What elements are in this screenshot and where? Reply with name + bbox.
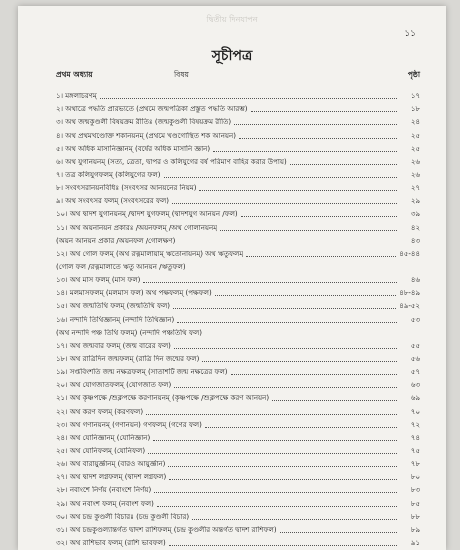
toc-entry: [56, 443, 420, 456]
toc-entry: [56, 535, 420, 548]
toc-entry-page: ৫৫: [410, 341, 420, 350]
toc-entry-page: ৭৮: [410, 460, 420, 469]
toc-entry: [56, 390, 420, 403]
bleed-through-heading: দ্বিতীয় দিনযাপন: [206, 15, 258, 24]
toc-entry: [56, 351, 420, 364]
toc-entry: [56, 233, 420, 246]
dot-leader: [174, 348, 397, 349]
toc-entry-page: ৪৩: [410, 236, 420, 245]
dot-leader: [272, 400, 397, 401]
toc-entry-title: ১০। অথ দ্বাদশ যুগানয়নম্ /দ্বাদশ যুগফলম্ (দ্বাদশযুগ আনয়ন /ফল): [56, 210, 238, 219]
dot-leader: [169, 545, 397, 546]
dot-leader: [280, 532, 397, 533]
dot-leader: [251, 111, 397, 112]
toc-entry-title: (গোল ফল /রত্নমালাতে ঋতু আনয়ন /ঋতুফল): [56, 262, 186, 271]
dot-leader: [154, 492, 397, 493]
toc-entry: [56, 127, 420, 140]
toc-entry: [56, 377, 420, 390]
toc-entry-title: ৮। সংবৎসরানয়নবিধিঃ (সংবৎসর আনয়নের নিয়ম): [56, 184, 197, 193]
toc-entry-title: ১৫। অথ জন্মতিথি ফলম্ (জন্মতিথি ফল): [56, 302, 171, 311]
toc-entry: [56, 311, 420, 324]
toc-entry: [56, 482, 420, 495]
toc-entry-page: ২৫: [410, 144, 420, 153]
toc-entry-title: ২৮। নবাংশে নির্ণয় (নবাংশে নির্ণয়): [56, 486, 152, 495]
dot-leader: [205, 427, 397, 428]
toc-entry-title: ২৫। অথ যোনিফলম্ (যোনিফল): [56, 446, 146, 455]
column-subject: বিষয়: [174, 70, 189, 79]
dot-leader: [164, 177, 398, 178]
toc-header-row: [56, 70, 420, 84]
toc-entry: [56, 364, 420, 377]
toc-entry: [56, 101, 420, 114]
toc-entry-page: ৬৩: [410, 381, 420, 390]
toc-entry: [56, 193, 420, 206]
toc-entry-page: ৪২: [410, 223, 420, 232]
toc-entry-page: ২৯: [410, 197, 420, 206]
table-of-contents: [56, 88, 420, 548]
toc-entry-title: ১৬। নন্দাদি তিথিজ্ঞানম্ (নন্দাদি তিথিজ্ঞান): [56, 315, 175, 324]
toc-entry-page: ৭২: [410, 420, 420, 429]
dot-leader: [168, 466, 397, 467]
toc-entry-title: ৭। তত্র কলিযুগফলম্ (কলিযুগের ফল): [56, 170, 161, 179]
toc-entry-page: ৪৫-৪৪: [399, 249, 420, 258]
toc-entry: [56, 219, 420, 232]
toc-entry: [56, 325, 420, 338]
toc-entry: [56, 167, 420, 180]
toc-entry-title: (অয়ন আনয়ন প্রকার /অয়নফল /গোলক্ষণ): [56, 236, 176, 245]
toc-entry: [56, 509, 420, 522]
toc-entry: [56, 456, 420, 469]
toc-entry: [56, 206, 420, 219]
dot-leader: [177, 322, 397, 323]
dot-leader: [148, 453, 397, 454]
dot-leader: [246, 256, 396, 257]
toc-entry: [56, 88, 420, 101]
toc-entry: [56, 522, 420, 535]
page-title: সূচীপত্র: [211, 48, 253, 64]
toc-entry: [56, 338, 420, 351]
toc-entry: [56, 246, 420, 259]
dot-leader: [192, 519, 397, 520]
toc-entry: [56, 403, 420, 416]
toc-entry-page: ৫৩: [410, 315, 420, 324]
toc-entry-page: ৮৯: [410, 525, 420, 534]
toc-entry: [56, 141, 420, 154]
dot-leader: [234, 124, 397, 125]
toc-entry-page: ৬৯: [410, 394, 420, 403]
toc-entry-page: ৮৮: [410, 512, 420, 521]
dot-leader: [174, 387, 397, 388]
toc-entry-title: ৯। অথ সংবৎসর ফলম্ (সংবৎসরের ফল): [56, 197, 169, 206]
column-chapter: প্রথম অধ্যায়: [56, 70, 93, 79]
toc-entry: [56, 298, 420, 311]
toc-entry-title: ১৯। সপ্তবিংশতি জন্ম নক্ষত্রফলম্ (সাতাশটি জন্ম নক্ষত্রের ফল): [56, 368, 228, 377]
toc-entry-page: ৪৯-৫২: [399, 302, 420, 311]
column-page: পৃষ্ঠা: [407, 70, 420, 79]
toc-entry: [56, 272, 420, 285]
toc-entry: [56, 469, 420, 482]
dot-leader: [153, 440, 397, 441]
toc-entry: [56, 154, 420, 167]
toc-entry-title: ৬। অথ যুগানয়নম্ (সত্য, ত্রেতা, দ্বাপর ও কলিযুগের বর্ষ পরিমাণ বাহির করার উপায়): [56, 157, 287, 166]
toc-entry-title: ২। অথাত্রে পদ্ধতি প্রারভ্যতে (প্রথমে জন্মপত্রিকা প্রস্তুত পদ্ধতি আরম্ভ): [56, 105, 248, 114]
toc-entry-page: ২৫: [410, 131, 420, 140]
toc-entry: [56, 417, 420, 430]
toc-entry-page: ২৬: [410, 157, 420, 166]
dot-leader: [202, 361, 397, 362]
toc-entry-title: ১। মঙ্গলাচরণম্: [56, 92, 97, 101]
toc-entry-page: ৮৩: [410, 486, 420, 495]
toc-entry-page: ৮৫: [410, 499, 420, 508]
toc-entry-title: ৩০। অথ চন্দ্র কুণ্ডলী বিচারঃ (চন্দ্র কুণ্ডলী বিচার): [56, 512, 190, 521]
dot-leader: [146, 414, 397, 415]
dot-leader: [215, 295, 397, 296]
toc-entry-page: ২৪: [410, 118, 420, 127]
toc-entry-title: ২০। অথ যোগজাতফলম্ (যোগজাত ফল): [56, 381, 172, 390]
toc-entry-page: ৩৯: [410, 210, 420, 219]
dot-leader: [239, 138, 397, 139]
toc-entry: [56, 180, 420, 193]
toc-entry-page: ১৭: [410, 92, 420, 101]
dot-leader: [241, 216, 397, 217]
toc-entry-page: ২৬: [410, 170, 420, 179]
book-page: [18, 6, 446, 550]
toc-entry-title: ১৪। মলমাসফলম্ (মলমাস ফল) অথ পক্ষফলম্ (পক্ষফল): [56, 289, 212, 298]
toc-entry: [56, 285, 420, 298]
toc-entry-title: ২৩। অথ গণানয়নম্ (গণানয়ন) গণফলম্ (গণের ফল): [56, 420, 202, 429]
toc-entry-page: ২৭: [410, 184, 420, 193]
dot-leader: [290, 164, 397, 165]
toc-entry-title: ৫। অথ অধিক মাসানিজ্ঞানম্ (বর্ষের অধিক মাসানি জ্ঞান): [56, 144, 211, 153]
dot-leader: [143, 282, 397, 283]
dot-leader: [169, 479, 397, 480]
toc-entry: [56, 259, 420, 272]
toc-entry-title: ২৬। অথ বারায়ুর্জ্ঞানম্ (বারও আয়ুর্জ্ঞান): [56, 460, 166, 469]
toc-entry-title: ১৩। অথ মাস ফলম্ (মাস ফল): [56, 276, 141, 285]
dot-leader: [100, 98, 397, 99]
toc-entry-title: ২৪। অথ যোনিজ্ঞানম্ (যোনিজ্ঞান): [56, 433, 151, 442]
toc-entry-title: ৩। অথ জন্মকুণ্ডলী বিষয়ক্রম রীতিঃ (জন্মকুণ্ডলী বিষয়ক্রম রীতি): [56, 118, 232, 127]
toc-entry-title: ২১। অথ কৃষ্ণপক্ষে /শুক্লপক্ষে করণানয়নম্ (কৃষ্ণপক্ষে /শুক্লপক্ষে করণ আনয়ন): [56, 394, 270, 403]
toc-entry-title: (অথ নন্দাদি পঞ্চ তিথি ফলম্) (নন্দাদি পঞ্চতিথি ফল): [56, 328, 202, 337]
toc-entry-title: ৩২। অথ রাশিভাব ফলম্ (রাশি ভাবফল): [56, 538, 166, 547]
toc-entry-page: ১৮: [410, 105, 420, 114]
dot-leader: [231, 374, 397, 375]
toc-entry-page: ৫৭: [410, 368, 420, 377]
toc-entry-page: ৭০: [410, 407, 420, 416]
toc-entry-title: ১২। অথ গোল ফলম্ (অথ রত্নমালায়াম্ ঋতোনায়নম্) অথ ঋতুফলম্: [56, 249, 244, 258]
toc-entry-page: ৪৮-৪৯: [399, 289, 420, 298]
toc-entry: [56, 114, 420, 127]
toc-entry: [56, 430, 420, 443]
toc-entry-page: ৭৫: [410, 446, 420, 455]
toc-entry-title: ২৭। অথ দ্বাদশ লগ্নফলম্ (দ্বাদশ লগ্নফল): [56, 473, 167, 482]
dot-leader: [220, 230, 397, 231]
toc-entry-title: ১১। অথ অয়নানয়ন প্রকারঃ /অয়নফলম্ /অথ গোলানয়নম্: [56, 223, 218, 232]
toc-entry-page: ৪৬: [410, 276, 420, 285]
toc-entry-title: ১৭। অথ জন্মবার ফলম্ (জন্ম বারের ফল): [56, 341, 171, 350]
toc-entry-page: ৭৪: [410, 433, 420, 442]
toc-entry-title: ২৯। অথ নবাংশ ফলম্ (নবাংশ ফল): [56, 499, 154, 508]
dot-leader: [172, 203, 397, 204]
toc-entry-title: ৩১। অথ চন্দ্রকুণ্ডল্যান্তর্গত দ্বাদশ রাশিফলম্ (চন্দ্র কুণ্ডলীর অন্তর্গত দ্বাদশ রাশিফল): [56, 525, 277, 534]
dot-leader: [173, 308, 396, 309]
toc-entry-title: ৪। অথ প্রথমখণ্ডোক্ত শকানয়নম্ (প্রথমে খণ্ডগোস্থিত শক আনয়ন): [56, 131, 236, 140]
dot-leader: [213, 151, 397, 152]
toc-entry-page: ৮০: [410, 473, 420, 482]
toc-entry-page: ৯১: [410, 538, 420, 547]
page-number: ১১: [404, 29, 416, 39]
toc-entry-title: ১৮। অথ রাত্রিদিন জন্মফলম্ (রাত্রি দিন জন্মের ফল): [56, 354, 200, 363]
toc-entry-page: ৫৬: [410, 354, 420, 363]
dot-leader: [199, 190, 397, 191]
dot-leader: [157, 506, 397, 507]
toc-entry: [56, 495, 420, 508]
toc-entry-title: ২২। অথ করণ ফলম্ (করণফল): [56, 407, 144, 416]
